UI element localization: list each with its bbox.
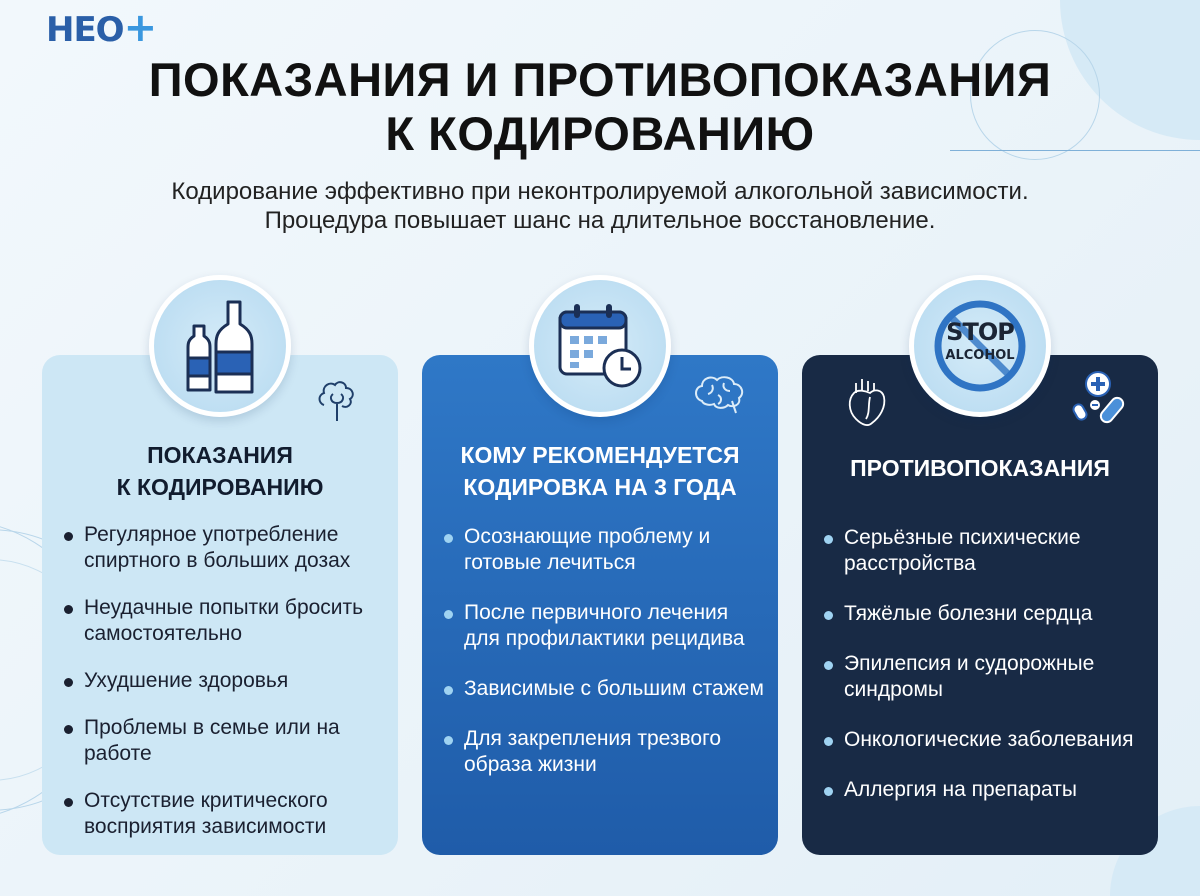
card-heading: ПРОТИВОПОКАЗАНИЯ xyxy=(850,455,1110,481)
logo xyxy=(46,5,157,51)
list-item: Тяжёлые болезни сердца xyxy=(824,601,1148,627)
card-heading: ПОКАЗАНИЯ xyxy=(147,442,293,468)
logo-text: НЕО xyxy=(46,10,124,50)
brain-tree-icon xyxy=(312,375,362,425)
stop-alcohol-circle xyxy=(909,275,1051,417)
stop-alcohol-icon xyxy=(932,298,1028,394)
bottles-icon-circle xyxy=(149,275,291,417)
alcohol-text: ALCOHOL xyxy=(945,348,1015,363)
list-item: Осознающие проблему и готовые лечиться xyxy=(444,524,768,576)
card-heading: КОДИРОВКА НА 3 ГОДА xyxy=(463,474,737,500)
list-item: Аллергия на препараты xyxy=(824,777,1148,803)
calendar-icon-circle xyxy=(529,275,671,417)
contraindications-list xyxy=(824,525,1148,803)
stop-text: STOP xyxy=(946,318,1014,346)
card-indications xyxy=(42,355,398,855)
calendar-clock-icon xyxy=(552,298,648,394)
list-item: Зависимые с большим стажем xyxy=(444,676,768,702)
card-heading: КОМУ РЕКОМЕНДУЕТСЯ xyxy=(460,442,740,468)
bottles-icon xyxy=(180,296,260,396)
list-item: Отсутствие критического восприятия зависимости xyxy=(64,788,388,840)
list-item: Эпилепсия и судорожные синдромы xyxy=(824,651,1148,703)
list-item: Онкологические заболевания xyxy=(824,727,1148,753)
indications-list xyxy=(64,522,388,840)
list-item: Регулярное употребление спиртного в больших дозах xyxy=(64,522,388,574)
subtitle-line1: Кодирование эффективно при неконтролируемой алкогольной зависимости. xyxy=(171,178,1029,205)
heart-icon xyxy=(846,373,890,429)
subtitle-line2: Процедура повышает шанс на длительное восстановление. xyxy=(264,207,936,234)
recommended-list xyxy=(444,524,768,778)
page-title-line1: ПОКАЗАНИЯ И ПРОТИВОПОКАЗАНИЯ xyxy=(148,53,1052,106)
logo-plus: + xyxy=(123,5,157,51)
list-item: Неудачные попытки бросить самостоятельно xyxy=(64,595,388,647)
card-contraindications xyxy=(802,355,1158,855)
brain-icon xyxy=(692,373,748,419)
list-item: После первичного лечения для профилактики рецидива xyxy=(444,600,768,652)
list-item: Для закрепления трезвого образа жизни xyxy=(444,726,768,778)
list-item: Проблемы в семье или на работе xyxy=(64,715,388,767)
pills-icon xyxy=(1072,370,1132,426)
page-title-line2: К КОДИРОВАНИЮ xyxy=(385,107,815,160)
list-item: Серьёзные психические расстройства xyxy=(824,525,1148,577)
card-heading: К КОДИРОВАНИЮ xyxy=(116,474,324,500)
card-3-year-coding xyxy=(422,355,778,855)
list-item: Ухудшение здоровья xyxy=(64,668,388,694)
